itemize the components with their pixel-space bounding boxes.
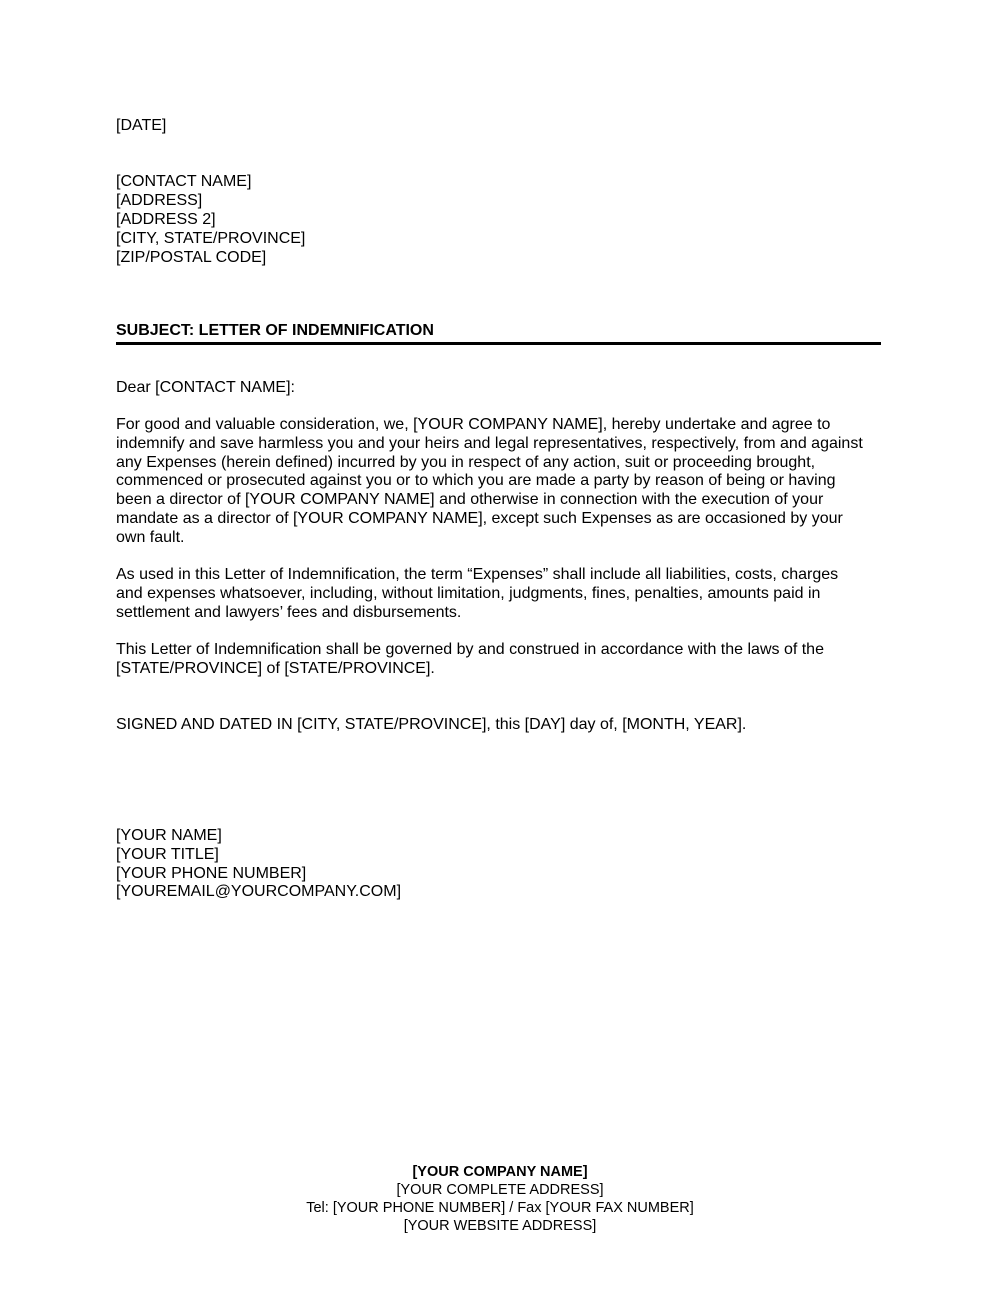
salutation: Dear [CONTACT NAME]:: [116, 379, 295, 396]
signer-name: [YOUR NAME]: [116, 827, 222, 844]
paragraph-line: own fault.: [116, 528, 185, 546]
signer-email: [YOUREMAIL@YOURCOMPANY.COM]: [116, 883, 402, 901]
paragraph-line: mandate as a director of [YOUR COMPANY NAME], except such Expenses as are occasioned by your: [116, 509, 843, 527]
paragraph-line: and expenses whatsoever, including, without limitation, judgments, fines, penalties, amounts paid in: [116, 584, 821, 602]
paragraph-line: any Expenses (herein defined) incurred by you in respect of any action, suit or proceeding brought,: [116, 453, 816, 471]
letter-date: [DATE]: [116, 117, 167, 134]
paragraph-line: settlement and lawyers’ fees and disbursements.: [116, 603, 462, 621]
paragraph-line: As used in this Letter of Indemnification, the term “Expenses” shall include all liabilities, costs, charges: [116, 566, 839, 583]
paragraph-line: been a director of [YOUR COMPANY NAME] and otherwise in connection with the execution of your: [116, 491, 824, 509]
body-paragraph-indemnity: [116, 416, 886, 548]
paragraph-line: This Letter of Indemnification shall be governed by and construed in accordance with the laws of the: [116, 641, 824, 658]
paragraph-line: indemnify and save harmless you and your heirs and legal representatives, respectively, from and against: [116, 434, 863, 452]
recipient-city-state: [CITY, STATE/PROVINCE]: [116, 230, 306, 247]
recipient-address-line-2: [ADDRESS 2]: [116, 211, 216, 228]
subject-divider: [116, 342, 881, 345]
footer-company-name: [YOUR COMPANY NAME]: [412, 1164, 588, 1180]
subject-heading: SUBJECT: LETTER OF INDEMNIFICATION: [116, 322, 434, 339]
signer-phone: [YOUR PHONE NUMBER]: [116, 864, 307, 882]
recipient-postal-code: [ZIP/POSTAL CODE]: [116, 249, 267, 266]
paragraph-line: [STATE/PROVINCE] of [STATE/PROVINCE].: [116, 659, 435, 677]
signed-dated-line: SIGNED AND DATED IN [CITY, STATE/PROVINCE], this [DAY] day of, [MONTH, YEAR].: [116, 716, 747, 733]
footer-contact: Tel: [YOUR PHONE NUMBER] / Fax [YOUR FAX NUMBER]: [306, 1200, 694, 1216]
footer-website: [YOUR WEBSITE ADDRESS]: [403, 1218, 597, 1234]
recipient-address-block: [116, 172, 305, 267]
footer-address: [YOUR COMPLETE ADDRESS]: [396, 1182, 604, 1198]
recipient-address-line-1: [ADDRESS]: [116, 192, 203, 209]
paragraph-line: commenced or prosecuted against you or to which you are made a party by reason of being or having: [116, 472, 836, 490]
body-paragraph-governing-law: [116, 641, 886, 679]
letterhead-footer: [0, 1163, 1000, 1235]
recipient-contact-name: [CONTACT NAME]: [116, 173, 252, 190]
paragraph-line: For good and valuable consideration, we, [YOUR COMPANY NAME], hereby undertake and agree to: [116, 416, 831, 433]
signature-block: [116, 827, 401, 902]
body-paragraph-expenses: [116, 566, 886, 622]
signer-title: [YOUR TITLE]: [116, 845, 219, 863]
